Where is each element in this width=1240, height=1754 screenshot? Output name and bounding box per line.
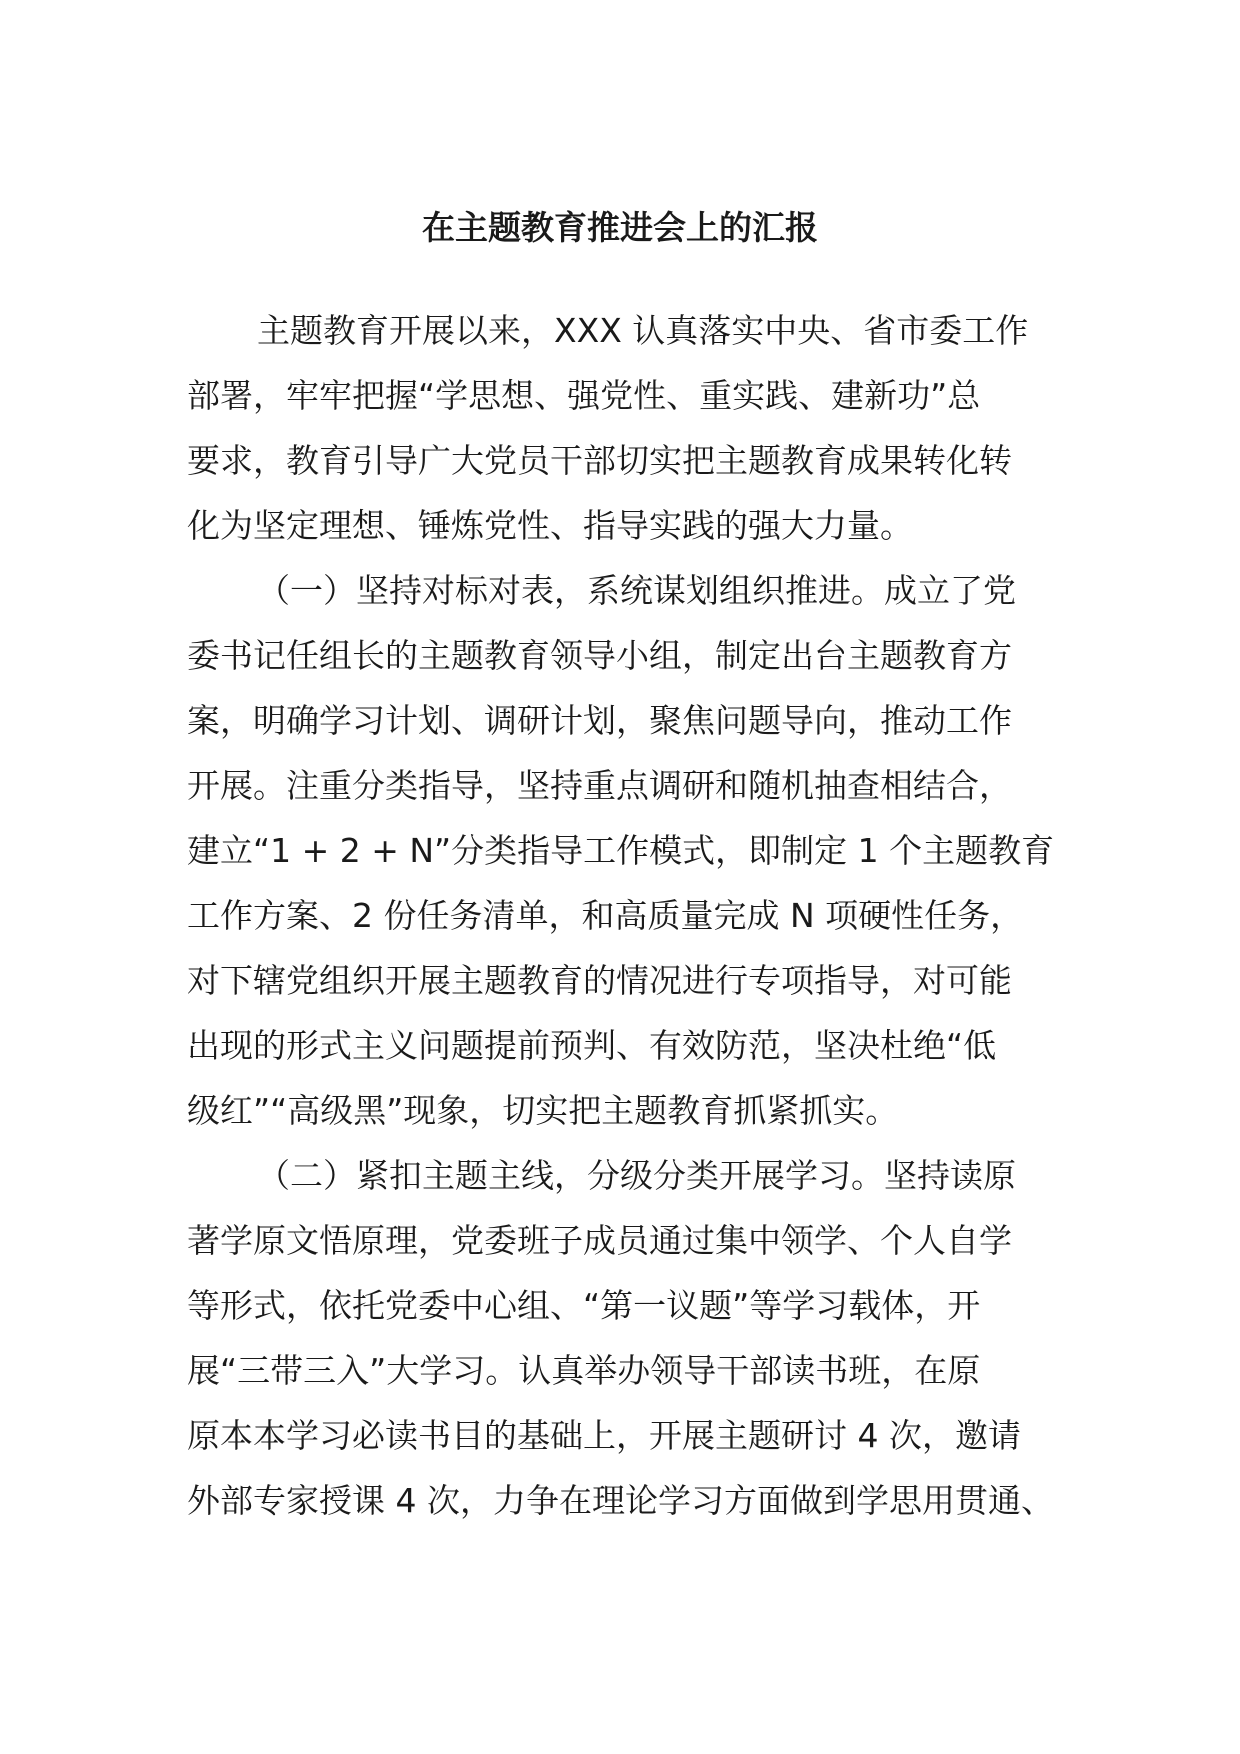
paragraph-2-line: 工作方案、2 份任务清单，和高质量完成 N 项硬性任务， <box>187 896 1024 935</box>
paragraph-3-line: （二）紧扣主题主线，分级分类开展学习。坚持读原 <box>257 1156 1016 1195</box>
document-title: 在主题教育推进会上的汇报 <box>422 208 818 247</box>
paragraph-1-line: 主题教育开展以来，XXX 认真落实中央、省市委工作 <box>257 311 1029 350</box>
paragraph-1-line: 要求，教育引导广大党员干部切实把主题教育成果转化转 <box>187 441 1012 480</box>
paragraph-3-line: 等形式，依托党委中心组、“第一议题”等学习载体，开 <box>187 1286 981 1325</box>
paragraph-2-line: 出现的形式主义问题提前预判、有效防范，坚决杜绝“低 <box>187 1026 997 1065</box>
paragraph-2-line: 开展。注重分类指导，坚持重点调研和随机抽查相结合， <box>187 766 1012 805</box>
paragraph-2-line: 建立“1 + 2 + N”分类指导工作模式，即制定 1 个主题教育 <box>187 831 1055 870</box>
paragraph-2-line: 委书记任组长的主题教育领导小组，制定出台主题教育方 <box>187 636 1012 675</box>
paragraph-3-line: 著学原文悟原理，党委班子成员通过集中领学、个人自学 <box>187 1221 1012 1260</box>
paragraph-2-line: 级红”“高级黑”现象，切实把主题教育抓紧抓实。 <box>187 1091 899 1130</box>
paragraph-3-line: 外部专家授课 4 次，力争在理论学习方面做到学思用贯通、 <box>187 1481 1054 1520</box>
paragraph-2-line: （一）坚持对标对表，系统谋划组织推进。成立了党 <box>257 571 1016 610</box>
paragraph-1-line: 部署，牢牢把握“学思想、强党性、重实践、建新功”总 <box>187 376 981 415</box>
paragraph-2-line: 对下辖党组织开展主题教育的情况进行专项指导，对可能 <box>187 961 1012 1000</box>
document-body <box>187 298 1057 1533</box>
paragraph-3-line: 展“三带三入”大学习。认真举办领导干部读书班，在原 <box>187 1351 981 1390</box>
paragraph-2-line: 案，明确学习计划、调研计划，聚焦问题导向，推动工作 <box>187 701 1012 740</box>
paragraph-1-line: 化为坚定理想、锤炼党性、指导实践的强大力量。 <box>187 506 913 545</box>
paragraph-3-line: 原本本学习必读书目的基础上，开展主题研讨 4 次，邀请 <box>187 1416 1021 1455</box>
